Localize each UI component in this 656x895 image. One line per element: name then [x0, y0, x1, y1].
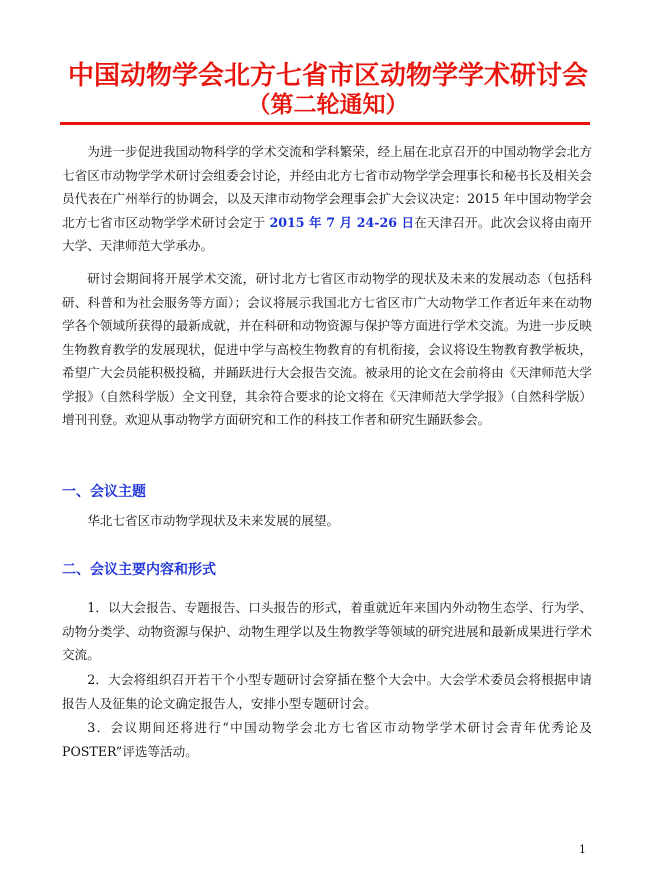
- page-number: 1: [579, 843, 586, 856]
- meeting-date: 2015 年 7 月 24-26 日: [269, 214, 415, 230]
- agenda-paragraph: 研讨会期间将开展学术交流，研讨北方七省区市动物学的现状及未来的发展动态（包括科研、科普和为社会服务等方面）；会议将展示我国北方七省区市广大动物学工作者近年来在动物学各个领域所获得的最新成就，并在科研和动物资源与保护等方面进行学术交流。为进一步反映生物教育教学的发展现状，促进中学与高校生物教育的有机衔接，会议将设生物教育教学板块，希望广大会员能积极投稿，并踊跃进行大会报告交流。被录用的论文在会前将由《天津师范大学学报》（自然科学版）全文刊登，其余符合要求的论文将在《天津师范大学学报》（自然科学版）增刊刊登。欢迎从事动物学方面研究和工作的科技工作者和研究生踊跃参会。: [62, 271, 592, 427]
- intro-text-after: 在天津召开。此次会议将由南开大学、天津师范大学承办。: [62, 214, 592, 253]
- theme-text: 华北七省区市动物学现状及未来发展的展望。: [87, 513, 340, 528]
- title-divider: [60, 122, 590, 125]
- intro-text-before: 为进一步促进我国动物科学的学术交流和学科繁荣，经上届在北京召开的中国动物学会北方七省区市动物学学术研讨会组委会讨论，并经由北方七省市动物学学会理事长和秘书长及相关会员代表在广州举行的协调会，以及天津市动物学会理事会扩大会议决定：2015 年中国动物学会北方七省市区动物学学术研讨会定于: [62, 144, 592, 230]
- page-title: 中国动物学会北方七省市区动物学学术研讨会: [67, 61, 588, 91]
- intro-paragraph: [62, 140, 592, 258]
- page-subtitle: （第二轮通知）: [247, 92, 409, 118]
- section-heading-theme: 一、会议主题: [62, 484, 146, 500]
- section-heading-content: 二、会议主要内容和形式: [62, 562, 216, 578]
- content-item-2: 2．大会将组织召开若干个小型专题研讨会穿插在整个大会中。大会学术委员会将根据申请报告人及征集的论文确定报告人，安排小型专题研讨会。: [62, 672, 592, 711]
- content-item-3: 3．会议期间还将进行“中国动物学会北方七省区市动物学学术研讨会青年优秀论及POSTER”评选等活动。: [62, 720, 592, 759]
- content-item-1: 1．以大会报告、专题报告、口头报告的形式，着重就近年来国内外动物生态学、行为学、动物分类学、动物资源与保护、动物生理学以及生物教学等领域的研究进展和最新成果进行学术交流。: [62, 600, 592, 662]
